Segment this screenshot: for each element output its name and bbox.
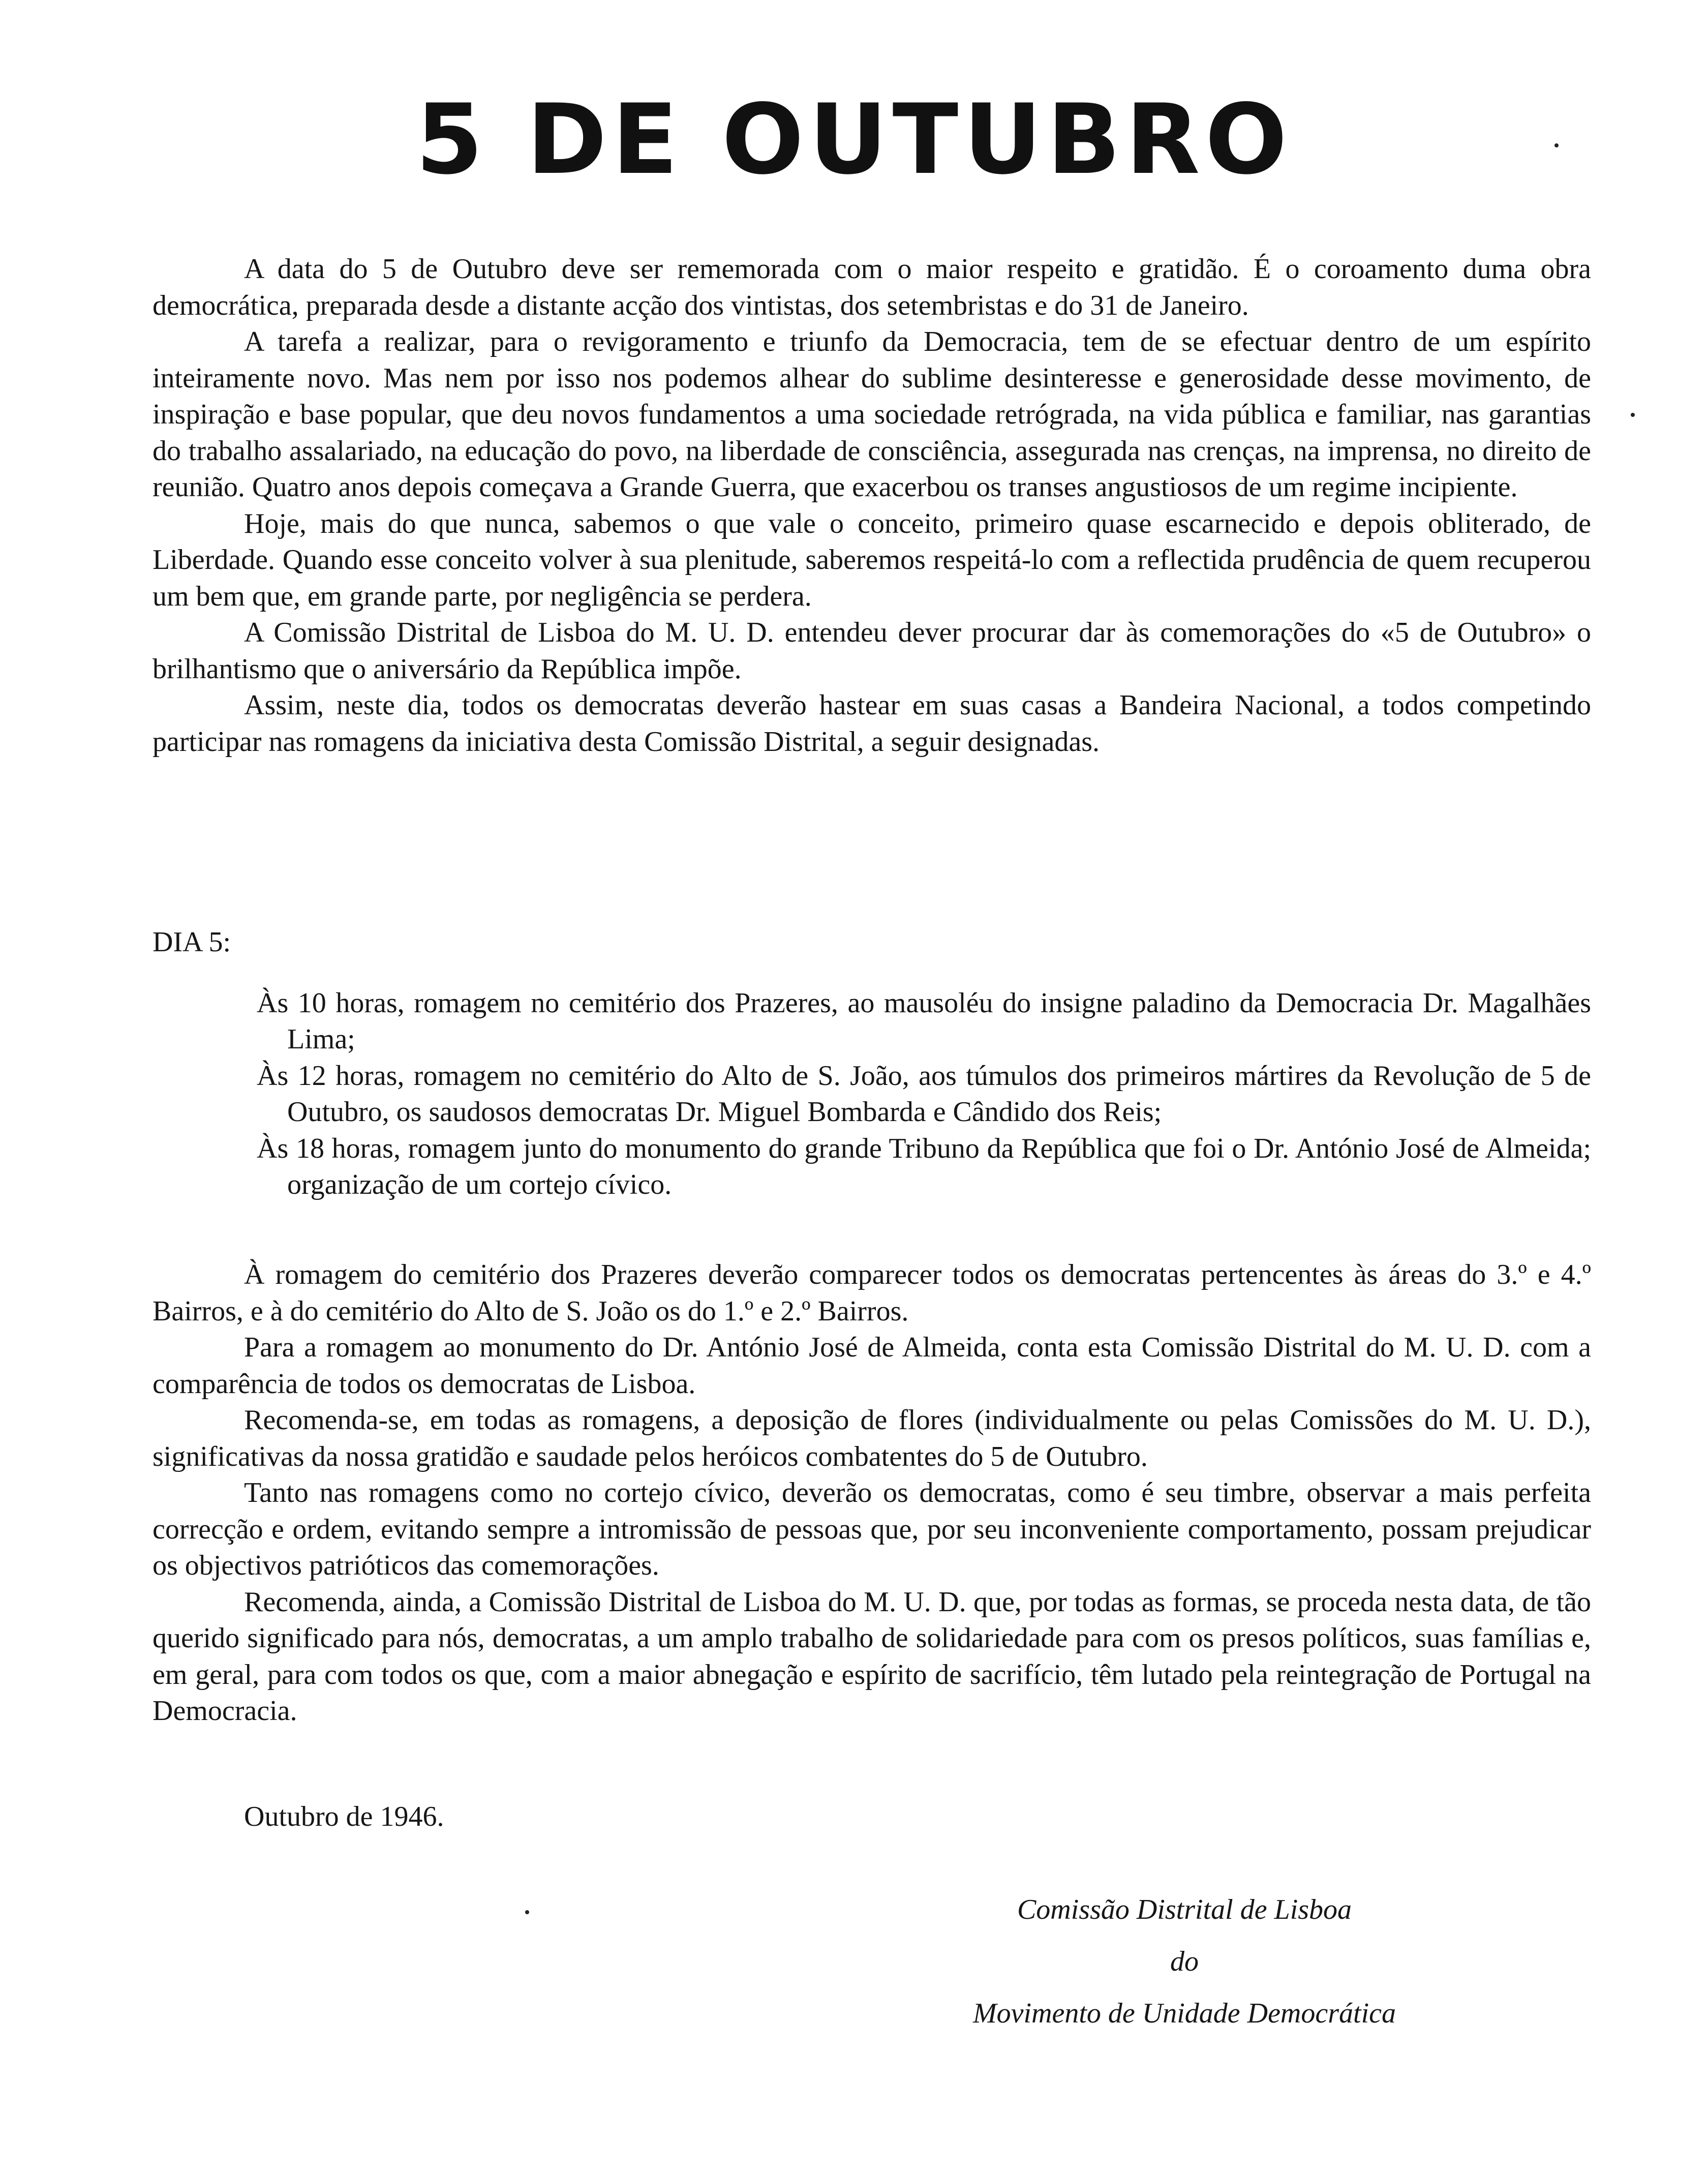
signature-line: Movimento de Unidade Democrática	[973, 1998, 1396, 2029]
closing-section	[152, 1257, 1591, 1730]
schedule-item	[257, 985, 1591, 1058]
closing-paragraph: Tanto nas romagens como no cortejo cívico, deverão os democratas, como é seu timbre, observar a mais perfeita correcção e ordem, evitando sempre a intromissão de pessoas que, por seu inconveniente comportamento, possam prejudicar os objectivos patrióticos das comemorações.	[152, 1477, 1591, 1581]
schedule-list	[257, 985, 1591, 1203]
schedule-item-text: Às 18 horas, romagem junto do monumento do grande Tribuno da República que foi o Dr. António José de Almeida; organização de um cortejo cívico.	[257, 1132, 1591, 1200]
schedule-item	[257, 1131, 1591, 1203]
intro-section	[152, 251, 1591, 760]
schedule-item-text: Às 10 horas, romagem no cemitério dos Prazeres, ao mausoléu do insigne paladino da Democracia Dr. Magalhães Lima;	[257, 987, 1591, 1055]
print-speck	[1554, 143, 1559, 147]
signature-line: Comissão Distrital de Lisboa	[1017, 1894, 1352, 1925]
schedule-day-label: DIA 5:	[152, 926, 231, 958]
closing-paragraph: À romagem do cemitério dos Prazeres deverão comparecer todos os democratas pertencentes às áreas do 3.º e 4.º Bairros, e à do cemitério do Alto de S. João os do 1.º e 2.º Bairros.	[152, 1259, 1591, 1327]
print-speck	[1631, 413, 1635, 417]
closing-paragraph: Recomenda, ainda, a Comissão Distrital de Lisboa do M. U. D. que, por todas as formas, se proceda nesta data, de tão querido significado para nós, democratas, a um amplo trabalho de solidariedade para com os presos políticos, suas famílias e, em geral, para com todos os que, com a maior abnegação e espírito de sacrifício, têm lutado pela reintegração de Portugal na Democracia.	[152, 1586, 1591, 1727]
print-speck	[525, 1910, 529, 1914]
schedule-section	[152, 924, 1591, 1203]
page-title: 5 DE OUTUBRO	[415, 83, 1293, 196]
schedule-item	[257, 1058, 1591, 1131]
signature-block	[905, 1884, 1464, 2039]
closing-paragraph: Recomenda-se, em todas as romagens, a deposição de flores (individualmente ou pelas Comissões do M. U. D.), significativas da nossa gratidão e saudade pelos heróicos combatentes do 5 de Outubro.	[152, 1404, 1591, 1472]
signature-line: do	[1170, 1946, 1199, 1977]
closing-paragraph: Para a romagem ao monumento do Dr. António José de Almeida, conta esta Comissão Distrital do M. U. D. com a comparência de todos os democratas de Lisboa.	[152, 1332, 1591, 1400]
intro-paragraph: A tarefa a realizar, para o revigoramento e triunfo da Democracia, tem de se efectuar dentro de um espírito inteiramente novo. Mas nem por isso nos podemos alhear do sublime desinteresse e generosidade desse movimento, de inspiração e base popular, que deu novos fundamentos a uma sociedade retrógrada, na vida pública e familiar, nas garantias do trabalho assalariado, na educação do povo, na liberdade de consciência, assegurada nas crenças, na imprensa, no direito de reunião. Quatro anos depois começava a Grande Guerra, que exacerbou os transes angustiosos de um regime incipiente.	[152, 326, 1591, 503]
intro-paragraph: A Comissão Distrital de Lisboa do M. U. D. entendeu dever procurar dar às comemorações do «5 de Outubro» o brilhantismo que o aniversário da República impõe.	[152, 617, 1591, 685]
intro-paragraph: Assim, neste dia, todos os democratas deverão hastear em suas casas a Bandeira Nacional, a todos competindo participar nas romagens da iniciativa desta Comissão Distrital, a seguir designadas.	[152, 689, 1591, 758]
intro-paragraph: Hoje, mais do que nunca, sabemos o que vale o conceito, primeiro quase escarnecido e depois obliterado, de Liberdade. Quando esse conceito volver à sua plenitude, saberemos respeitá-lo com a reflectida prudência de quem recuperou um bem que, em grande parte, por negligência se perdera.	[152, 507, 1591, 612]
intro-paragraph: A data do 5 de Outubro deve ser rememorada com o maior respeito e gratidão. É o coroamento duma obra democrática, preparada desde a distante acção dos vintistas, dos setembristas e do 31 de Janeiro.	[152, 253, 1591, 321]
schedule-item-text: Às 12 horas, romagem no cemitério do Alto de S. João, aos túmulos dos primeiros mártires da Revolução de 5 de Outubro, os saudosos democratas Dr. Miguel Bombarda e Cândido dos Reis;	[257, 1060, 1591, 1128]
date-line: Outubro de 1946.	[244, 1801, 444, 1832]
